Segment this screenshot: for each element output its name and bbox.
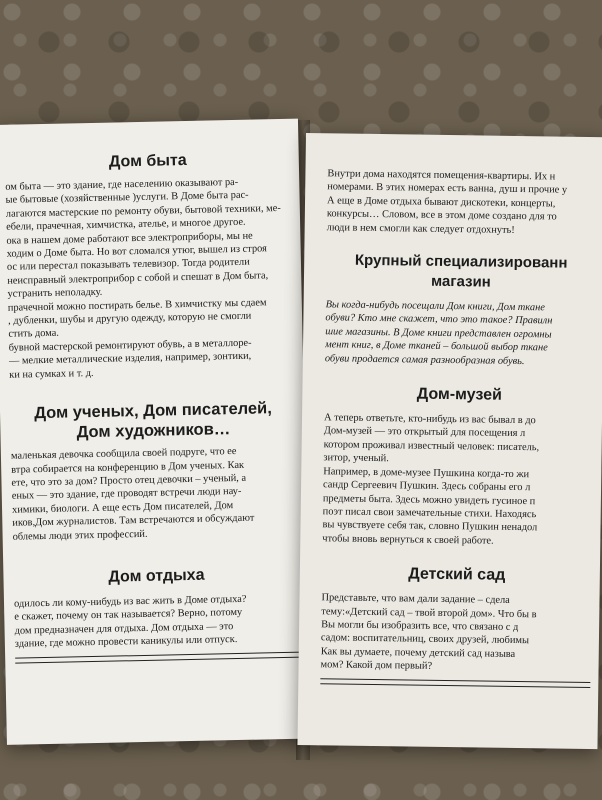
text-line: прачечной можно постирать белье. В химчистку мы сдаем (7, 296, 267, 314)
text-line: ете, что это за дом? Просто отец девочки – ученый, а (11, 472, 247, 489)
text-line: Дом-музей — это открытый для посещения л (323, 425, 526, 440)
right-page (297, 133, 602, 749)
section-text-dom-byta (5, 175, 295, 382)
text-line: мом? Какой дом первый? (320, 659, 433, 672)
section-text-dom-muzei (322, 411, 594, 549)
section-text-dom-otdykha (14, 592, 301, 652)
text-line: шие магазины. В Доме книги представлен огромны (325, 326, 552, 341)
text-line: Внутри дома находятся помещения-квартиры. Их н (327, 168, 556, 183)
text-line: Вы могли бы изобразить все, что связано с д (321, 619, 519, 633)
text-line: А еще в Доме отдыха бывают дискотеки, концерты, (326, 195, 556, 210)
text-line: люди в нем смогли как следует отдохнуть! (326, 221, 515, 236)
text-line: иков,Дом журналистов. Там встречаются и обсуждают (12, 512, 255, 529)
text-line: химики, биологи. А еще есть Дом писателей, Дом (11, 499, 234, 516)
text-line: садом: воспитательниц, своих друзей, любимы (320, 632, 530, 647)
text-line: ки на сумках и т. д. (9, 367, 94, 381)
text-line: стить дома. (8, 328, 60, 341)
text-line: А теперь ответьте, кто-нибудь из вас бывал в до (323, 412, 536, 427)
text-line: обуви? Кто мне скажет, что это такое? Правилн (325, 312, 553, 327)
text-line: номерами. В этих номерах есть ванна, душ и прочие у (327, 181, 568, 197)
intro-text (327, 167, 598, 238)
bottom-rule (15, 651, 301, 663)
section-title-dom-uchenykh-2: Дом художников… (76, 420, 231, 442)
text-line: котором проживал известный человек: писатель, (323, 439, 540, 454)
section-text-dom-uchenykh (11, 444, 299, 544)
text-line: тему:«Детский сад – твой второй дом». Что бы в (321, 605, 537, 620)
left-page (0, 119, 311, 745)
section-title-dom-muzei: Дом-музей (416, 385, 503, 404)
text-line: дом предназначен для отдыха. Дом отдыха — это (14, 620, 234, 637)
text-line: здание, где можно провести каникулы или отпуск. (14, 634, 238, 650)
text-line: конкурсы… Словом, все в этом доме создано для то (326, 208, 557, 223)
section-title-dom-byta: Дом быта (108, 151, 187, 171)
text-line: ом быта — это здание, где населению оказывают ра- (5, 176, 239, 193)
text-line: ока в нашем доме работают все электроприборы, мы не (6, 230, 253, 247)
bottom-rule-right (320, 678, 590, 688)
text-line: чтобы вновь вернуться к своей работе. (322, 532, 494, 547)
text-line: ходим о Доме быта. Но вот сломался утюг, вышел из строя (6, 243, 267, 260)
text-line: неисправный электроприбор с собой и спешат в Дом быта, (7, 270, 269, 287)
text-line: вы чувствуете себя так, словно Пушкин ненадол (322, 519, 538, 534)
text-line: е скажет, почему он так называется? Верно, потому (14, 607, 243, 624)
text-line: ые бытовые (хозяйственные )услуги. В Доме быта рас- (5, 190, 249, 207)
text-line: зитор, ученый. (323, 452, 389, 465)
text-line: Например, в доме-музее Пушкина когда-то жи (323, 465, 530, 480)
text-line: мент книг, в Доме тканей – большой выбор ткане (324, 339, 548, 354)
text-line: ебели, прачечная, химчистка, ателье, и многое другое. (6, 216, 246, 233)
text-line: втра собирается на конференцию в Дом ученых. Как (11, 459, 245, 476)
text-line: , дубленки, шубы и другую одежду, которую не смогли (7, 310, 252, 327)
text-line: обуви продается самая разнообразная обувь. (324, 352, 525, 367)
text-line: — мелкие металлические изделия, например, зонтики, (8, 350, 252, 368)
section-title-dom-uchenykh-1: Дом ученых, Дом писателей, (34, 399, 272, 423)
text-line: облемы люди этих профессий. (12, 528, 148, 543)
text-line: еных — это здание, где проводят встречи люди нау- (11, 486, 242, 503)
text-line: бувной мастерской ремонтируют обувь, а в металлоре- (8, 337, 252, 354)
section-text-magazin (325, 298, 596, 369)
section-title-dom-otdykha: Дом отдыха (108, 566, 205, 586)
text-line: маленькая девочка сообщила своей подруге, что ее (10, 446, 237, 462)
text-line: одилось ли кому-нибудь из вас жить в Доме отдыха? (13, 593, 247, 610)
text-line: Вы когда-нибудь посещали Дом книги, Дом ткане (325, 299, 545, 314)
text-line: устранить неполадку. (7, 287, 103, 301)
section-text-detsky-sad (320, 591, 591, 675)
section-title-magazin-1: Крупный специализированн (354, 251, 568, 272)
text-line: Как вы думаете, почему детский сад называ (320, 646, 516, 660)
text-line: Представьте, что вам дали задание – сдела (321, 592, 510, 607)
section-title-detsky-sad: Детский сад (408, 565, 506, 584)
text-line: ос или перестал показывать телевизор. Тогда родители (6, 257, 250, 274)
text-line: сандр Сергеевич Пушкин. Здесь собраны его л (323, 479, 531, 494)
text-line: поэт писал свои замечательные стихи. Находясь (322, 506, 537, 521)
text-line: лагаются мастерские по ремонту обуви, бытовой техники, ме- (5, 202, 281, 220)
text-line: предметы быта. Здесь можно увидеть гусиное п (322, 492, 536, 507)
section-title-magazin-2: магазин (430, 272, 491, 291)
